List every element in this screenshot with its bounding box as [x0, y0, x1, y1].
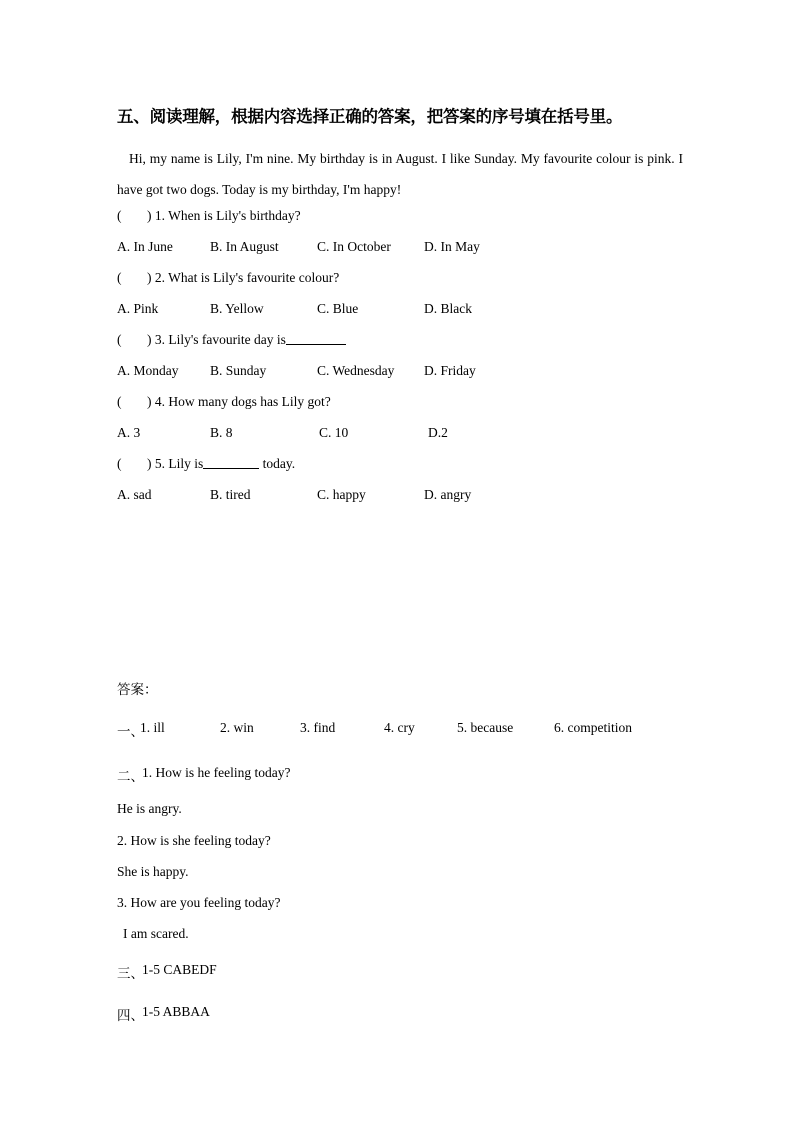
answer-bracket-1[interactable]: (: [117, 208, 122, 223]
question-3-option-b[interactable]: B. Sunday: [210, 363, 267, 378]
question-1-option-d[interactable]: D. In May: [424, 239, 480, 254]
question-1-option-c[interactable]: C. In October: [317, 239, 391, 254]
question-3-option-a[interactable]: A. Monday: [117, 363, 179, 378]
question-4-option-a[interactable]: A. 3: [117, 425, 141, 440]
answer-section-one-marker: 一、: [117, 724, 144, 739]
answer-one-item-2: 2. win: [220, 720, 254, 735]
question-4-option-b[interactable]: B. 8: [210, 425, 233, 440]
page-title: 五、阅读理解，根据内容选择正确的答案，把答案的序号填在括号里。: [117, 107, 623, 126]
question-1-number: 1.: [154, 208, 165, 223]
question-4-number: 4.: [154, 394, 165, 409]
question-3-number: 3.: [154, 332, 165, 347]
question-1-text: When is Lily's birthday?: [168, 208, 301, 223]
question-2-option-a[interactable]: A. Pink: [117, 301, 159, 316]
question-3-option-d[interactable]: D. Friday: [424, 363, 476, 378]
answer-two-line-1: 1. How is he feeling today?: [142, 765, 291, 780]
answer-section-three-marker: 三、: [117, 966, 144, 981]
question-5-number: 5.: [154, 456, 165, 471]
answer-one-item-5: 5. because: [457, 720, 514, 735]
question-5-blank[interactable]: [203, 456, 259, 469]
question-4-stem: ( ) 4. How many dogs has Lily got?: [117, 394, 331, 409]
question-4-option-d[interactable]: D.2: [428, 425, 448, 440]
answer-two-line-2: He is angry.: [117, 801, 182, 816]
question-2-option-c[interactable]: C. Blue: [317, 301, 359, 316]
question-4-option-c[interactable]: C. 10: [319, 425, 349, 440]
question-2-text: What is Lily's favourite colour?: [168, 270, 340, 285]
answer-one-item-6: 6. competition: [554, 720, 632, 735]
question-5-option-a[interactable]: A. sad: [117, 487, 152, 502]
question-5-text-after: today.: [262, 456, 296, 471]
question-2-number: 2.: [154, 270, 165, 285]
question-1-stem: ( ) 1. When is Lily's birthday?: [117, 208, 301, 223]
question-2-stem: ( ) 2. What is Lily's favourite colour?: [117, 270, 340, 285]
answer-section-three-text: 1-5 CABEDF: [142, 962, 217, 977]
question-1-option-a[interactable]: A. In June: [117, 239, 173, 254]
answer-bracket-3[interactable]: (: [117, 332, 122, 347]
answer-bracket-4[interactable]: (: [117, 394, 122, 409]
answer-two-line-6: I am scared.: [123, 926, 189, 941]
question-2-option-d[interactable]: D. Black: [424, 301, 472, 316]
answer-key-label: 答案：: [117, 682, 158, 697]
question-3-blank[interactable]: [286, 332, 346, 345]
question-5-option-d[interactable]: D. angry: [424, 487, 472, 502]
answer-section-four-marker: 四、: [117, 1008, 144, 1023]
question-3-text: Lily's favourite day is: [168, 332, 286, 347]
answer-section-two-marker: 二、: [117, 769, 144, 784]
answer-one-item-3: 3. find: [300, 720, 336, 735]
answer-bracket-5[interactable]: (: [117, 456, 122, 471]
question-3-option-c[interactable]: C. Wednesday: [317, 363, 395, 378]
question-4-text: How many dogs has Lily got?: [168, 394, 331, 409]
question-1-option-b[interactable]: B. In August: [210, 239, 279, 254]
question-5-text-before: Lily is: [168, 456, 204, 471]
question-5-option-b[interactable]: B. tired: [210, 487, 251, 502]
answer-two-line-4: She is happy.: [117, 864, 189, 879]
answer-one-item-4: 4. cry: [384, 720, 415, 735]
question-5-stem: ( ) 5. Lily is today.: [117, 456, 296, 471]
question-2-option-b[interactable]: B. Yellow: [210, 301, 264, 316]
answer-section-four-text: 1-5 ABBAA: [142, 1004, 210, 1019]
reading-passage: Hi, my name is Lily, I'm nine. My birthday is in August. I like Sunday. My favourite colour is pink. I have got two dogs. Today is my birthday, I'm happy!: [117, 151, 683, 197]
answer-bracket-2[interactable]: (: [117, 270, 122, 285]
answer-two-line-3: 2. How is she feeling today?: [117, 833, 271, 848]
question-5-option-c[interactable]: C. happy: [317, 487, 366, 502]
question-3-stem: ( ) 3. Lily's favourite day is: [117, 332, 346, 348]
answer-two-line-5: 3. How are you feeling today?: [117, 895, 281, 910]
answer-one-item-1: 1. ill: [140, 720, 165, 735]
